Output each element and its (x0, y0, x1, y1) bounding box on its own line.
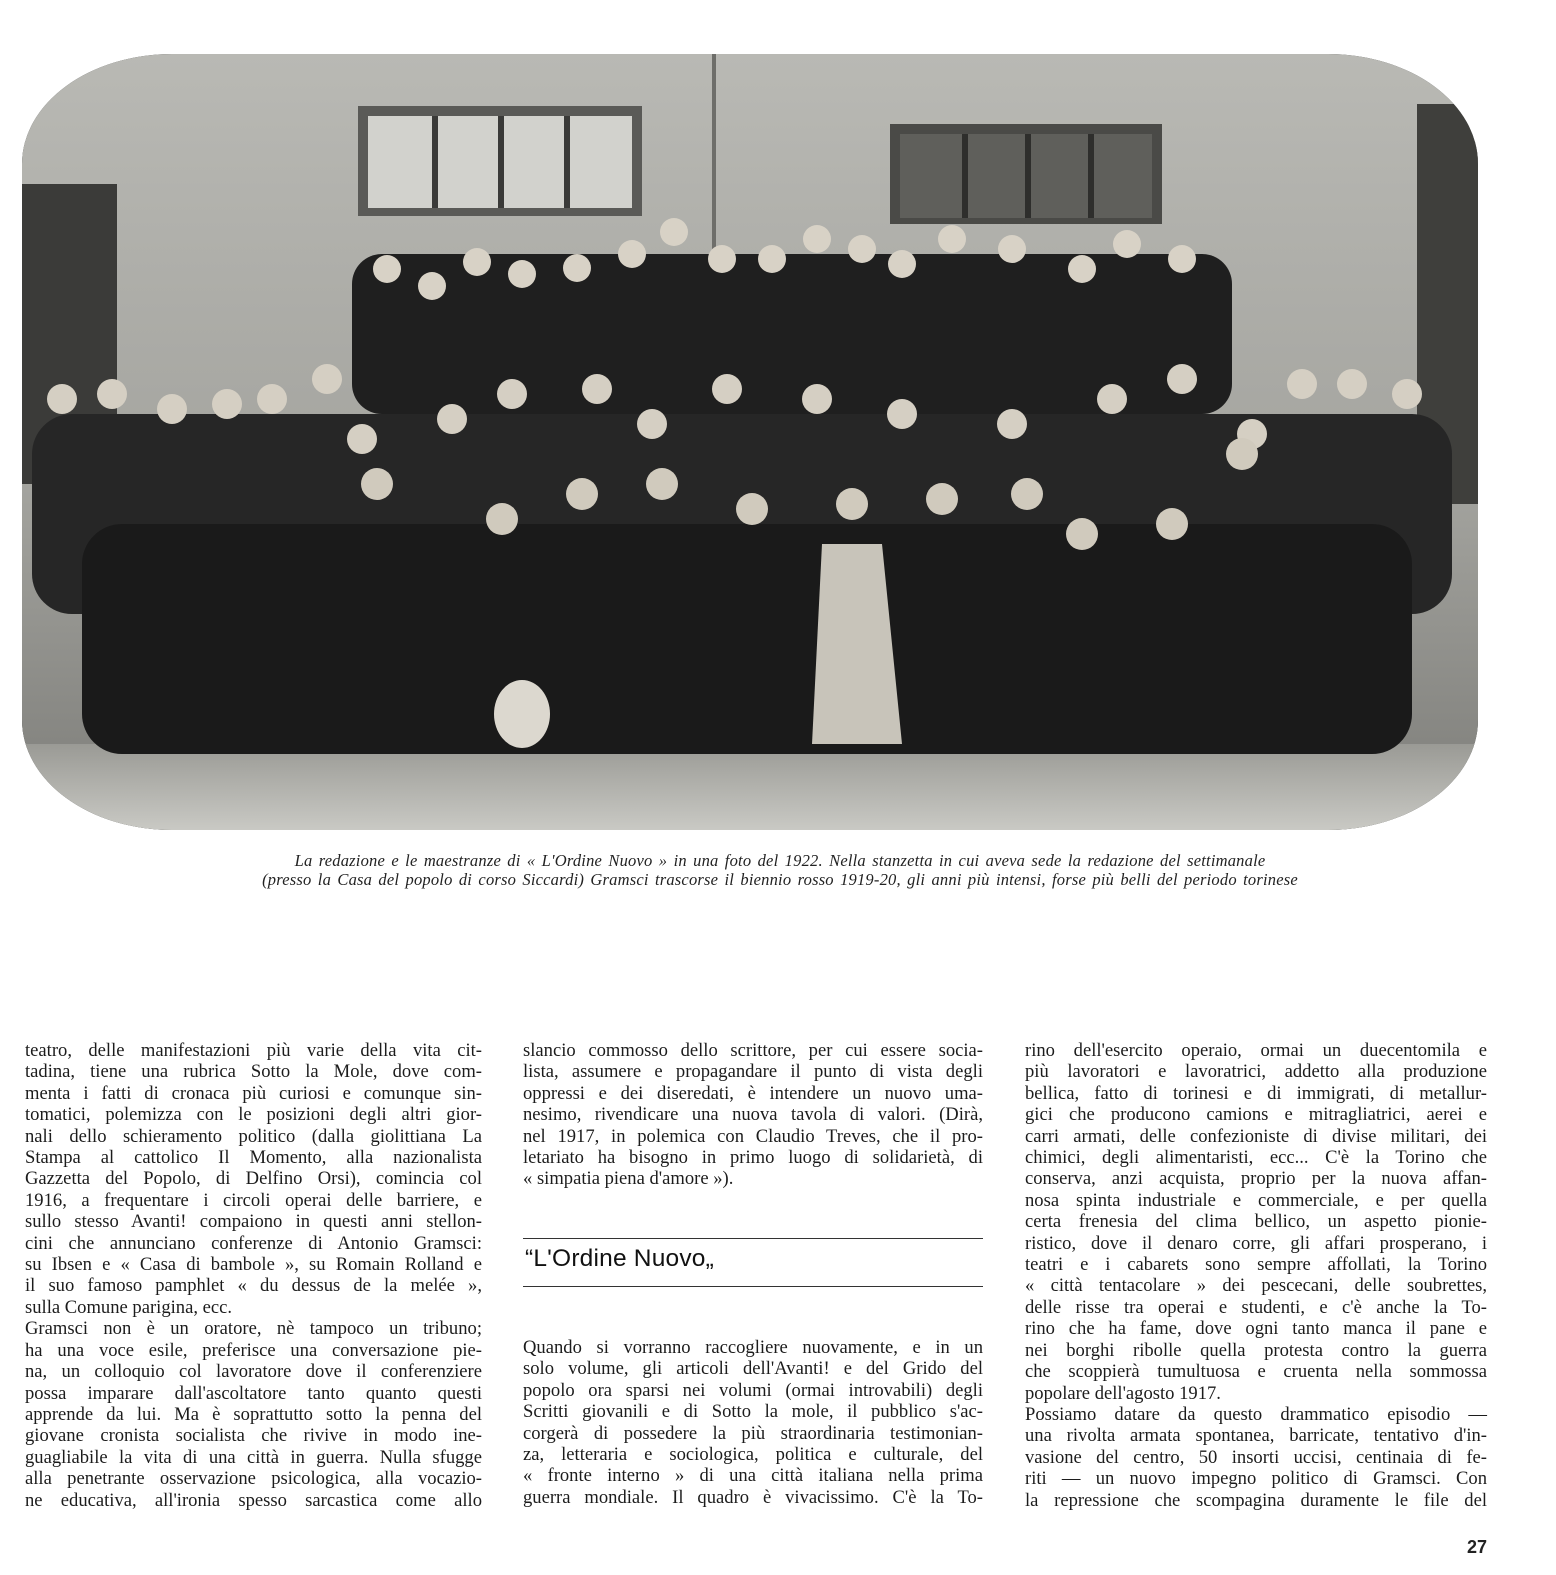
text-line: na, un colloquio col lavoratore dove il conferenziere (25, 1361, 482, 1383)
text-line: giovane cronista socialista che rivive in modo ine- (25, 1425, 482, 1447)
text-line: riti — un nuovo impegno politico di Gramsci. Con (1025, 1468, 1487, 1490)
text-line: nosa spinta industriale e commerciale, e per quella (1025, 1189, 1487, 1211)
text-line: tadina, tiene una rubrica Sotto la Mole, dove com- (25, 1061, 482, 1083)
text-line: Stampa al cattolico Il Momento, alla nazionalista (25, 1147, 482, 1169)
text-line: oppressi e dei diseredati, è intendere un nuovo uma- (523, 1082, 983, 1104)
text-line: nei borghi ribolle quella protesta contro la guerra (1025, 1339, 1487, 1361)
text-column-2-continued (523, 1337, 983, 1508)
window-left (358, 106, 642, 216)
text-line: lista, assumere e propagandare il punto di vista degli (523, 1061, 983, 1083)
text-line: « fronte interno » di una città italiana nella prima (523, 1465, 983, 1487)
text-line: slancio commosso dello scrittore, per cui essere socia- (523, 1040, 983, 1061)
text-column-3 (1025, 1040, 1487, 1511)
text-line: Possiamo datare da questo drammatico episodio — (1025, 1403, 1487, 1425)
text-line: delle risse tra operai e studenti, e c'è anche la To- (1025, 1296, 1487, 1318)
text-line: certa frenesia del clima bellico, un aspetto pionie- (1025, 1211, 1487, 1233)
text-line: teatri e i cabarets sono sempre affollati, la Torino (1025, 1254, 1487, 1276)
text-line: ne educativa, all'ironia spesso sarcastica come allo (25, 1489, 482, 1511)
text-line: nali dello schieramento politico (dalla giolittiana La (25, 1125, 482, 1147)
section-heading (523, 1238, 983, 1287)
text-line: il suo famoso pamphlet « du dessus de la melée », (25, 1275, 482, 1297)
text-line: più lavoratori e lavoratrici, addetto alla produzione (1025, 1061, 1487, 1083)
text-line: Gramsci non è un oratore, nè tampoco un tribuno; (25, 1318, 482, 1340)
text-line: sullo stesso Avanti! compaiono in questi anni stellon- (25, 1211, 482, 1233)
text-line: la repressione che scompagina duramente le file del (1025, 1489, 1487, 1511)
section-heading-text: “L'Ordine Nuovo„ (525, 1245, 714, 1272)
text-line: alla penetrante osservazione psicologica, alla vocazio- (25, 1468, 482, 1490)
text-line: tomatici, polemizza con le posizioni degli altri gior- (25, 1104, 482, 1126)
text-line: rino che ha fame, dove ogni tanto manca il pane e (1025, 1318, 1487, 1340)
text-line: letariato ha bisogno in primo luogo di solidarietà, di (523, 1147, 983, 1169)
photo-caption (150, 851, 1410, 889)
text-line: sulla Comune parigina, ecc. (25, 1296, 233, 1318)
text-line: guerra mondiale. Il quadro è vivacissimo. C'è la To- (523, 1486, 983, 1508)
group-photo-icon (22, 54, 1478, 830)
text-line: « simpatia piena d'amore »). (523, 1168, 734, 1190)
text-line: teatro, delle manifestazioni più varie della vita cit- (25, 1040, 482, 1061)
text-line: una rivolta armata spontanea, barricate, tentativo d'in- (1025, 1425, 1487, 1447)
text-column-2 (523, 1040, 983, 1190)
text-line: ristico, dove il denaro corre, gli affari prosperano, i (1025, 1232, 1487, 1254)
text-line: su Ibsen e « Casa di bambole », su Romain Rolland e (25, 1254, 482, 1276)
text-line: carri armati, delle confezioniste di divise militari, dei (1025, 1125, 1487, 1147)
text-line: rino dell'esercito operaio, ormai un duecentomila e (1025, 1040, 1487, 1061)
text-line: 1916, a frequentare i circoli operai delle barriere, e (25, 1189, 482, 1211)
text-line: che scoppierà tumultuosa e cruenta nella sommossa (1025, 1361, 1487, 1383)
text-line: Quando si vorranno raccogliere nuovamente, e in un (523, 1337, 983, 1358)
text-line: gici che producono camions e mitragliatrici, aerei e (1025, 1104, 1487, 1126)
text-line: « città tentacolare » dei pescecani, delle soubrettes, (1025, 1275, 1487, 1297)
text-line: Gazzetta del Popolo, di Delfino Orsi), comincia col (25, 1168, 482, 1190)
text-line: nesimo, rivendicare una nuova tavola di valori. (Dirà, (523, 1104, 983, 1126)
text-line: vasione del centro, 50 insorti uccisi, centinaia di fe- (1025, 1446, 1487, 1468)
text-line: apprende da lui. Ma è soprattutto sotto la penna del (25, 1403, 482, 1425)
text-line: popolare dell'agosto 1917. (1025, 1382, 1221, 1404)
text-line: possa imparare dall'ascoltatore tanto quanto questi (25, 1382, 482, 1404)
text-line: Scritti giovanili e di Sotto la mole, il pubblico s'ac- (523, 1401, 983, 1423)
text-line: menta i fatti di cronaca più curiosi e comunque sin- (25, 1082, 482, 1104)
text-line: solo volume, gli articoli dell'Avanti! e del Grido del (523, 1358, 983, 1380)
group-photo (22, 54, 1478, 830)
text-line: bellica, fatto di torinesi e di immigrati, di metallur- (1025, 1082, 1487, 1104)
text-line: ha una voce esile, preferisce una conversazione pie- (25, 1339, 482, 1361)
text-line: cini che annunciano conferenze di Antonio Gramsci: (25, 1232, 482, 1254)
caption-line-1: La redazione e le maestranze di « L'Ordine Nuovo » in una foto del 1922. Nella stanzetta in cui aveva sede la redazione del settimanale (294, 851, 1266, 870)
text-line: chimici, degli alimentaristi, ecc... C'è la Torino che (1025, 1147, 1487, 1169)
text-line: nel 1917, in polemica con Claudio Treves, che il pro- (523, 1125, 983, 1147)
window-right (890, 124, 1162, 224)
text-line: guagliabile la vita di una città in guerra. Nulla sfugge (25, 1446, 482, 1468)
text-line: corgerà di possedere la più straordinaria testimonian- (523, 1422, 983, 1444)
text-line: popolo ora sparsi nei volumi (ormai introvabili) degli (523, 1379, 983, 1401)
caption-line-2: (presso la Casa del popolo di corso Siccardi) Gramsci trascorse il biennio rosso 1919-20, gli anni più intensi, forse più belli del periodo torinese (262, 870, 1298, 889)
text-line: conserva, anzi acquista, proprio per la nuova affan- (1025, 1168, 1487, 1190)
text-line: za, letteraria e sociologica, politica e culturale, del (523, 1444, 983, 1466)
text-column-1 (25, 1040, 482, 1511)
page-number: 27 (1467, 1537, 1488, 1557)
